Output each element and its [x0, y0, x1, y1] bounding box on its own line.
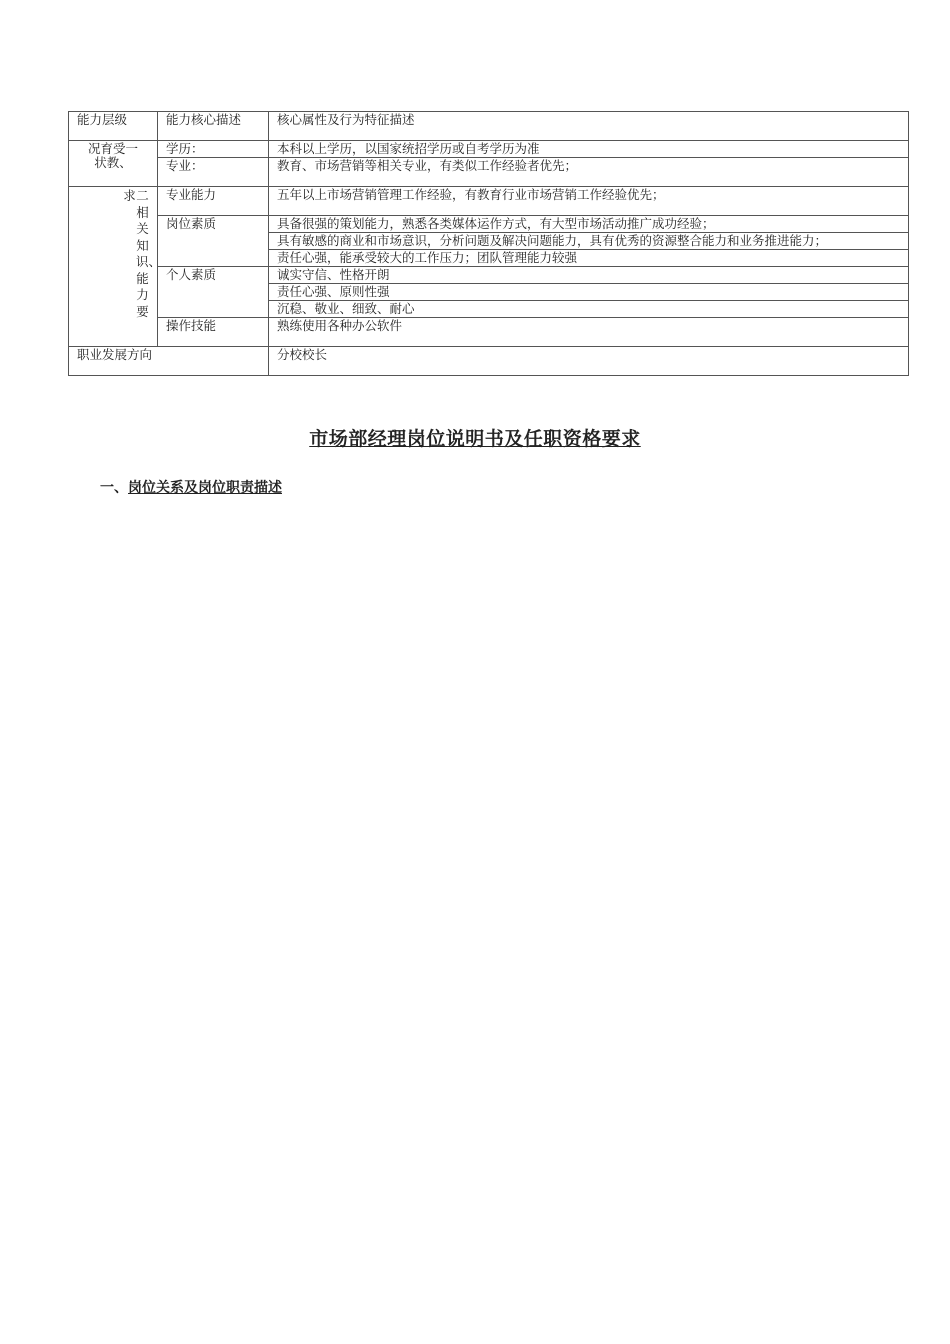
table-row — [69, 141, 909, 158]
section-title: 岗位关系及岗位职责描述 — [128, 480, 282, 496]
education-label: 学历： — [158, 141, 269, 158]
header-cell-attributes: 核心属性及行为特征描述 — [269, 112, 909, 141]
education-group-cell — [69, 141, 158, 187]
ability-item: 具有敏感的商业和市场意识，分析问题及解决问题能力，具有优秀的资源整合能力和业务推进能力； — [269, 233, 909, 250]
header-cell-core: 能力核心描述 — [158, 112, 269, 141]
table-row — [69, 158, 909, 187]
document-title: 市场部经理岗位说明书及任职资格要求 — [309, 428, 641, 450]
section-heading — [100, 477, 282, 497]
ability-group-col: 二相关知识、能力要 — [136, 188, 162, 319]
education-desc: 教育、市场营销等相关专业，有类似工作经验者优先； — [269, 158, 909, 187]
education-group-line: 况育受一 — [87, 141, 138, 156]
table-row — [69, 347, 909, 376]
ability-group-cell — [69, 187, 162, 347]
ability-label: 个人素质 — [158, 267, 269, 318]
ability-item: 诚实守信、性格开朗 — [269, 267, 909, 284]
ability-group-col: 求 — [123, 188, 136, 203]
career-desc: 分校校长 — [269, 347, 909, 376]
ability-label: 操作技能 — [158, 318, 269, 347]
table-header-row — [69, 112, 909, 141]
requirements-table — [68, 111, 909, 376]
table-row — [69, 216, 909, 233]
education-desc: 本科以上学历，以国家统招学历或自考学历为准 — [269, 141, 909, 158]
ability-item: 沉稳、敬业、细致、耐心 — [269, 301, 909, 318]
ability-item: 责任心强，能承受较大的工作压力；团队管理能力较强 — [269, 250, 909, 267]
ability-group-vertical-text — [77, 188, 162, 320]
ability-label: 岗位素质 — [158, 216, 269, 267]
table-row — [69, 318, 909, 347]
career-label: 职业发展方向 — [69, 347, 269, 376]
ability-item: 责任心强、原则性强 — [269, 284, 909, 301]
ability-label: 专业能力 — [158, 187, 269, 216]
ability-item: 熟练使用各种办公软件 — [269, 318, 909, 347]
table-row — [69, 267, 909, 284]
education-label: 专业： — [158, 158, 269, 187]
table-row — [69, 187, 909, 216]
section-number: 一、 — [100, 480, 128, 496]
ability-item: 具备很强的策划能力，熟悉各类媒体运作方式，有大型市场活动推广成功经验； — [269, 216, 909, 233]
header-cell-level: 能力层级 — [69, 112, 158, 141]
ability-item: 五年以上市场营销管理工作经验，有教育行业市场营销工作经验优先； — [269, 187, 909, 216]
education-group-line: 状教、 — [94, 155, 132, 170]
